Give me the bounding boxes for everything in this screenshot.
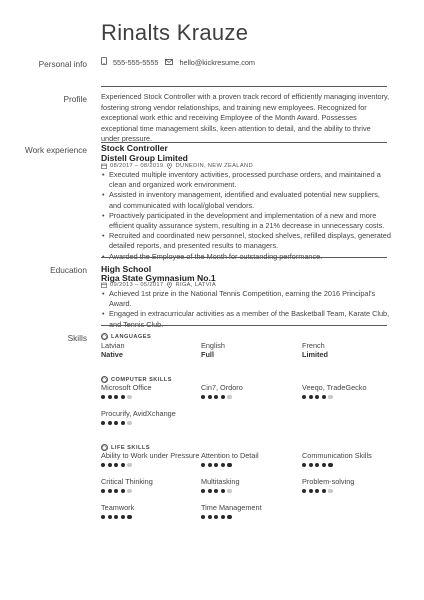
list-item: • Proactively participated in the development and implementation of a new and more efficient quality assurance system, resulting in a 21% decrease in unnecessary costs. (101, 211, 391, 231)
rating-dot-filled (208, 463, 212, 467)
languages-icon: ◯ (101, 333, 108, 339)
skill-rating (101, 515, 134, 519)
rating-dot-empty (328, 489, 332, 493)
rating-dot-filled (302, 395, 306, 399)
skill-rating (201, 489, 234, 493)
skill-name: Teamwork (101, 503, 135, 512)
education-dates: 09/2013 – 05/2017 (110, 282, 164, 288)
email-address[interactable]: hello@kickresume.com (179, 57, 255, 67)
profile-summary: Experienced Stock Controller with a proven track record of efficiently managing inventory, fostering strong vendor relationships, and training new employees. Recognized for exceptional work ethic and receiving Employee of the Month Award. Possesses exceptional time management skills, keen attention to detail, and the ability to thrive under pressure. (101, 92, 390, 144)
rating-dot-filled (302, 489, 306, 493)
rating-dot-filled (322, 489, 326, 493)
language-level: Full (201, 350, 214, 359)
rating-dot-filled (208, 395, 212, 399)
list-item: • Achieved 1st prize in the National Tennis Competition, earning the 2016 Principal's Award. (101, 289, 391, 309)
rating-dot-filled (201, 515, 205, 519)
rating-dot-filled (108, 489, 112, 493)
divider (101, 86, 387, 87)
rating-dot-filled (108, 395, 112, 399)
rating-dot-filled (101, 463, 105, 467)
rating-dot-filled (221, 489, 225, 493)
skill-name: Problem-solving (302, 477, 355, 486)
rating-dot-filled (121, 421, 125, 425)
skill-rating (101, 463, 134, 467)
rating-dot-filled (121, 395, 125, 399)
skill-rating (201, 463, 234, 467)
rating-dot-filled (201, 395, 205, 399)
rating-dot-empty (127, 463, 131, 467)
education-school: Riga State Gymnasium No.1 (101, 273, 216, 283)
rating-dot-filled (114, 489, 118, 493)
skill-name: Procurify, AvidXchange (101, 409, 176, 418)
education-meta (101, 282, 216, 288)
skill-rating (201, 515, 234, 519)
life-skills-icon: ◯ (101, 444, 108, 450)
language-name: French (302, 341, 325, 350)
skills-subhead-computer: ◯ COMPUTER SKILLS (101, 376, 172, 383)
rating-dot-filled (227, 515, 231, 519)
section-label-work: Work experience (24, 145, 87, 155)
rating-dot-empty (127, 489, 131, 493)
section-label-personal: Personal info (38, 59, 87, 69)
list-item: • Executed multiple inventory activities, processed purchase orders, and maintained a clean and organized work environment. (101, 170, 391, 190)
skill-name: Microsoft Office (101, 383, 152, 392)
skill-rating (201, 395, 234, 399)
list-item: • Engaged in extracurricular activities as a member of the Basketball Team, Karate Club, and Tennis Club. (101, 309, 391, 329)
divider (101, 257, 387, 258)
calendar-icon (101, 282, 107, 288)
rating-dot-filled (322, 395, 326, 399)
phone-icon (101, 57, 107, 67)
contact-line (101, 57, 255, 67)
skill-name: Communication Skills (302, 451, 372, 460)
skills-subhead-languages: ◯ LANGUAGES (101, 333, 152, 340)
language-name: Latvian (101, 341, 125, 350)
job-location: DUNEDIN, NEW ZEALAND (175, 163, 253, 169)
education-bullets (101, 289, 391, 330)
language-name: English (201, 341, 225, 350)
section-label-skills: Skills (67, 333, 87, 343)
rating-dot-filled (302, 463, 306, 467)
education-title: High School (101, 264, 152, 274)
computer-skills-icon: ◯ (101, 376, 108, 382)
rating-dot-filled (221, 395, 225, 399)
rating-dot-filled (214, 515, 218, 519)
rating-dot-filled (221, 515, 225, 519)
skill-rating (302, 489, 335, 493)
rating-dot-empty (127, 395, 131, 399)
rating-dot-filled (101, 395, 105, 399)
rating-dot-filled (208, 515, 212, 519)
rating-dot-filled (108, 421, 112, 425)
divider (101, 325, 387, 326)
skill-rating (101, 395, 134, 399)
section-label-profile: Profile (63, 94, 87, 104)
skill-rating (101, 489, 134, 493)
skill-name: Cin7, Ordoro (201, 383, 243, 392)
location-pin-icon (167, 163, 172, 169)
rating-dot-filled (101, 515, 105, 519)
phone-number[interactable]: 555-555-5555 (113, 57, 159, 67)
job-bullets (101, 170, 391, 262)
rating-dot-filled (101, 421, 105, 425)
rating-dot-filled (315, 489, 319, 493)
rating-dot-filled (201, 489, 205, 493)
rating-dot-filled (315, 463, 319, 467)
rating-dot-filled (214, 395, 218, 399)
skill-name: Time Management (201, 503, 262, 512)
rating-dot-empty (227, 395, 231, 399)
skill-name: Multitasking (201, 477, 240, 486)
rating-dot-empty (127, 421, 131, 425)
location-pin-icon (167, 282, 172, 288)
rating-dot-empty (227, 489, 231, 493)
skill-name: Attention to Detail (201, 451, 259, 460)
rating-dot-filled (108, 463, 112, 467)
rating-dot-filled (214, 463, 218, 467)
skill-name: Ability to Work under Pressure (101, 451, 200, 460)
skill-rating (101, 421, 134, 425)
list-item: • Recruited and coordinated new personnel, stocked shelves, refilled displays, generated detailed reports, and presented results to managers. (101, 231, 391, 251)
rating-dot-filled (227, 463, 231, 467)
candidate-name: Rinalts Krauze (101, 20, 249, 45)
rating-dot-filled (221, 463, 225, 467)
list-item: • Assisted in inventory management, identified and evaluated potential new suppliers, and communicated with local/global vendors. (101, 190, 391, 210)
skill-rating (302, 395, 335, 399)
rating-dot-filled (114, 515, 118, 519)
language-level: Native (101, 350, 123, 359)
section-label-education: Education (50, 265, 87, 275)
list-item: • Awarded the Employee of the Month for outstanding performance. (101, 252, 391, 262)
job-meta (101, 163, 253, 169)
language-level: Limited (302, 350, 328, 359)
rating-dot-filled (309, 395, 313, 399)
rating-dot-filled (208, 489, 212, 493)
rating-dot-filled (121, 515, 125, 519)
skills-subhead-life: ◯ LIFE SKILLS (101, 444, 151, 451)
skill-name: Veeqo, TradeGecko (302, 383, 367, 392)
education-location: RIGA, LATVIA (175, 282, 217, 288)
rating-dot-filled (214, 489, 218, 493)
skill-name: Critical Thinking (101, 477, 153, 486)
rating-dot-filled (315, 395, 319, 399)
job-dates: 08/2017 – 08/2019 (110, 163, 164, 169)
rating-dot-filled (114, 421, 118, 425)
skill-rating (302, 463, 335, 467)
rating-dot-filled (309, 463, 313, 467)
rating-dot-empty (328, 395, 332, 399)
email-icon (165, 58, 173, 67)
job-title: Stock Controller (101, 143, 168, 153)
rating-dot-filled (108, 515, 112, 519)
rating-dot-filled (322, 463, 326, 467)
rating-dot-filled (309, 489, 313, 493)
rating-dot-filled (114, 395, 118, 399)
rating-dot-filled (328, 463, 332, 467)
rating-dot-filled (114, 463, 118, 467)
rating-dot-filled (121, 463, 125, 467)
rating-dot-filled (127, 515, 131, 519)
job-company: Distell Group Limited (101, 153, 188, 163)
rating-dot-filled (201, 463, 205, 467)
calendar-icon (101, 163, 107, 169)
rating-dot-filled (121, 489, 125, 493)
rating-dot-filled (101, 489, 105, 493)
